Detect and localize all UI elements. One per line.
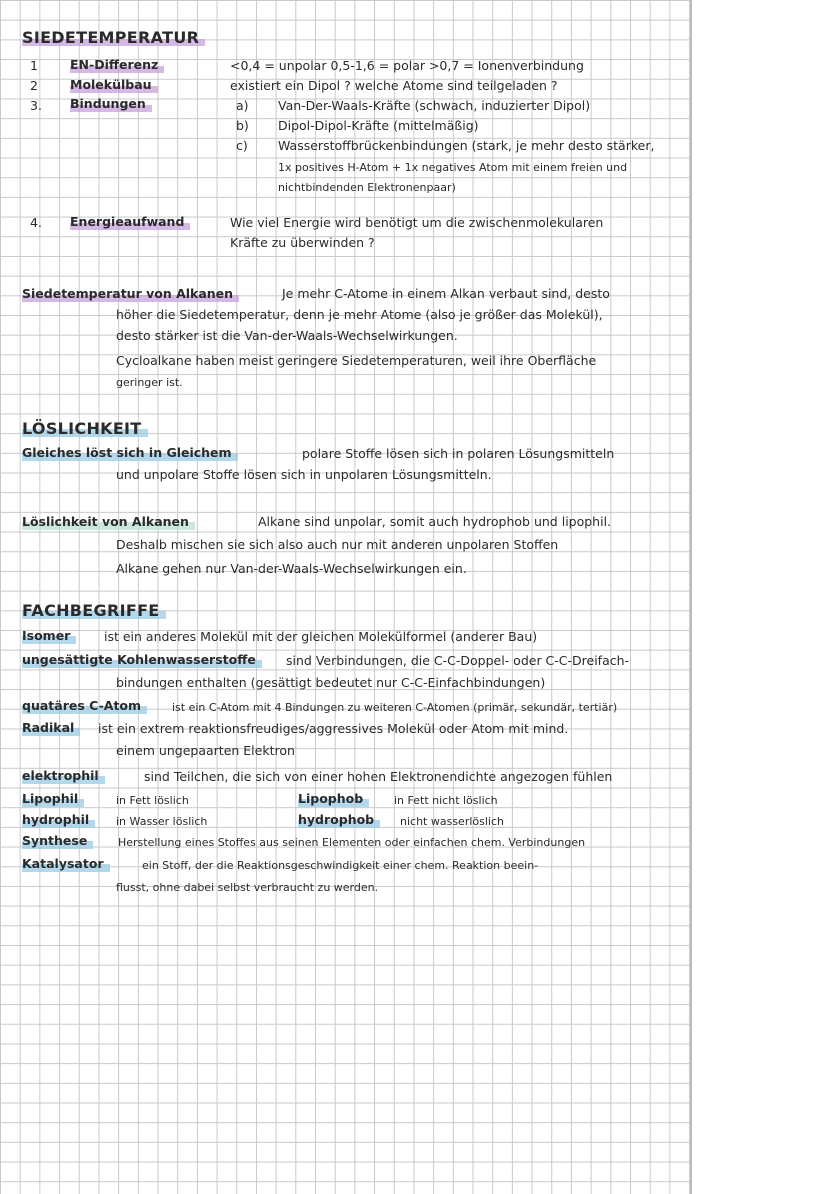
definition-ungesaettigte: sind Verbindungen, die C-C-Doppel- oder C-C-Dreifach- (286, 653, 630, 668)
section-title-fachbegriffe: FACHBEGRIFFE (22, 603, 166, 619)
bindung-wasserstoff-detail: nichtbindenden Elektronenpaar) (278, 181, 456, 194)
term-hydrophil: hydrophil (22, 812, 95, 828)
item-number: 1 (30, 58, 38, 73)
bindung-wasserstoff-detail: 1x positives H-Atom + 1x negatives Atom mit einem freien und (278, 161, 628, 174)
term-radikal: Radikal (22, 720, 80, 736)
term-gleiches-loest-gleiches: Gleiches löst sich in Gleichem (22, 445, 238, 461)
definition-lipophob: in Fett nicht löslich (394, 794, 498, 807)
item-label-bindungen: Bindungen (70, 96, 152, 112)
definition-radikal: einem ungepaarten Elektron (116, 743, 295, 758)
definition-quataeres-c-atom: ist ein C-Atom mit 4 Bindungen zu weiteren C-Atomen (primär, sekundär, tertiär) (172, 701, 618, 714)
alkane-siede-text: geringer ist. (116, 376, 183, 389)
section-title-loeslichkeit: LÖSLICHKEIT (22, 421, 148, 437)
definition-synthese: Herstellung eines Stoffes aus seinen Elementen oder einfachen chem. Verbindungen (118, 836, 586, 849)
term-synthese: Synthese (22, 833, 93, 849)
term-hydrophob: hydrophob (298, 812, 380, 828)
item-label-molekuelbau: Molekülbau (70, 77, 158, 93)
bindung-dipol-dipol: Dipol-Dipol-Kräfte (mittelmäßig) (278, 118, 479, 133)
en-difference-scale: <0,4 = unpolar 0,5-1,6 = polar >0,7 = Ionenverbindung (230, 58, 584, 73)
definition-elektrophil: sind Teilchen, die sich von einer hohen Elektronendichte angezogen fühlen (144, 769, 613, 784)
term-ungesaettigte-kohlenwasserstoffe: ungesättigte Kohlenwasserstoffe (22, 652, 262, 668)
loeslichkeit-text: und unpolare Stoffe lösen sich in unpolaren Lösungsmitteln. (116, 467, 492, 482)
definition-lipophil: in Fett löslich (116, 794, 189, 807)
list-letter: b) (236, 118, 249, 133)
term-lipophil: Lipophil (22, 791, 84, 807)
energieaufwand-text: Wie viel Energie wird benötigt um die zwischenmolekularen (230, 215, 604, 230)
alkane-siede-text: höher die Siedetemperatur, denn je mehr Atome (also je größer das Molekül), (116, 307, 603, 322)
bindung-wasserstoff: Wasserstoffbrückenbindungen (stark, je mehr desto stärker, (278, 138, 655, 153)
alkane-siede-text: Cycloalkane haben meist geringere Siedetemperaturen, weil ihre Oberfläche (116, 353, 597, 368)
molekuelbau-question: existiert ein Dipol ? welche Atome sind teilgeladen ? (230, 78, 558, 93)
loeslichkeit-alkane-text: Alkane sind unpolar, somit auch hydrophob und lipophil. (258, 514, 612, 529)
loeslichkeit-text: polare Stoffe lösen sich in polaren Lösungsmitteln (302, 446, 615, 461)
definition-radikal: ist ein extrem reaktionsfreudiges/aggressives Molekül oder Atom mit mind. (98, 721, 569, 736)
list-letter: c) (236, 138, 248, 153)
term-lipophob: Lipophob (298, 791, 369, 807)
definition-isomer: ist ein anderes Molekül mit der gleichen Molekülformel (anderer Bau) (104, 629, 538, 644)
term-quataeres-c-atom: quatäres C-Atom (22, 698, 147, 714)
term-katalysator: Katalysator (22, 856, 110, 872)
section-title-siedetemperatur: SIEDETEMPERATUR (22, 30, 205, 46)
definition-hydrophil: in Wasser löslich (116, 815, 208, 828)
loeslichkeit-alkane-text: Deshalb mischen sie sich also auch nur mit anderen unpolaren Stoffen (116, 537, 559, 552)
definition-ungesaettigte: bindungen enthalten (gesättigt bedeutet nur C-C-Einfachbindungen) (116, 675, 546, 690)
item-label-en-differenz: EN-Differenz (70, 57, 164, 73)
alkane-siede-text: Je mehr C-Atome in einem Alkan verbaut sind, desto (282, 286, 610, 301)
term-siedetemperatur-alkane: Siedetemperatur von Alkanen (22, 286, 239, 302)
item-label-energieaufwand: Energieaufwand (70, 214, 190, 230)
bindung-van-der-waals: Van-Der-Waals-Kräfte (schwach, induzierter Dipol) (278, 98, 591, 113)
term-loeslichkeit-alkane: Löslichkeit von Alkanen (22, 514, 195, 530)
definition-hydrophob: nicht wasserlöslich (400, 815, 504, 828)
term-isomer: Isomer (22, 628, 76, 644)
term-elektrophil: elektrophil (22, 768, 105, 784)
list-letter: a) (236, 98, 249, 113)
loeslichkeit-alkane-text: Alkane gehen nur Van-der-Waals-Wechselwirkungen ein. (116, 561, 467, 576)
item-number: 3. (30, 98, 42, 113)
item-number: 4. (30, 215, 42, 230)
alkane-siede-text: desto stärker ist die Van-der-Waals-Wechselwirkungen. (116, 328, 458, 343)
definition-katalysator: flusst, ohne dabei selbst verbraucht zu werden. (116, 881, 379, 894)
definition-katalysator: ein Stoff, der die Reaktionsgeschwindigkeit einer chem. Reaktion beein- (142, 859, 539, 872)
item-number: 2 (30, 78, 38, 93)
energieaufwand-text: Kräfte zu überwinden ? (230, 235, 375, 250)
